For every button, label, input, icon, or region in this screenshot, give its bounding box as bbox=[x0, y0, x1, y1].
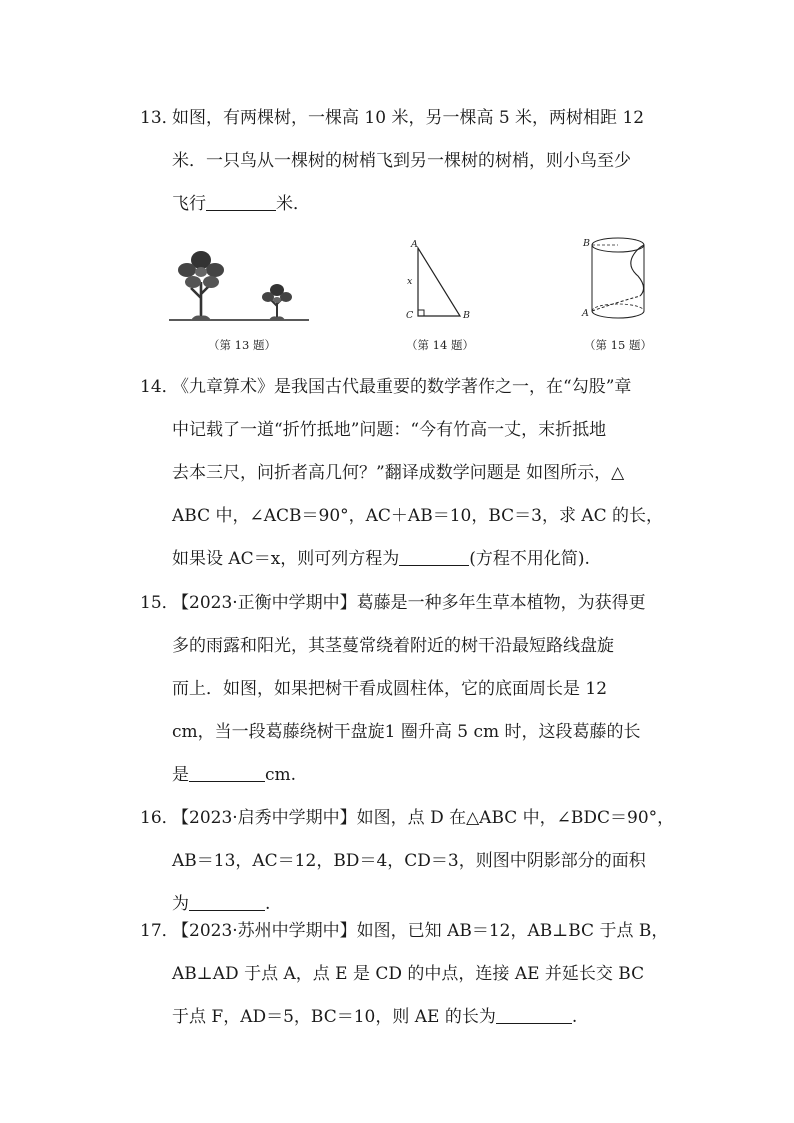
question-text-line: cm，当一段葛藤绕树干盘旋1 圈升高 5 cm 时，这段葛藤的长 bbox=[172, 722, 641, 742]
answer-blank[interactable] bbox=[399, 547, 469, 566]
question-text-line: 中记载了一道“折竹抵地”问题：“今有竹高一丈，末折抵地 bbox=[172, 420, 607, 440]
tall-tree-icon bbox=[178, 251, 224, 320]
answer-blank[interactable] bbox=[206, 192, 276, 211]
label-b: B bbox=[463, 310, 470, 321]
figure-13-trees bbox=[165, 240, 315, 330]
question-number: 14． bbox=[140, 377, 179, 397]
label-a: A bbox=[582, 308, 589, 319]
vine-path-front bbox=[631, 245, 644, 296]
question-number: 15． bbox=[140, 593, 179, 613]
question-number: 16． bbox=[140, 808, 179, 828]
answer-blank[interactable] bbox=[189, 763, 265, 782]
text-fragment: 飞行 bbox=[172, 194, 206, 214]
text-fragment: (方程不用化简). bbox=[469, 549, 590, 569]
text-fragment: 是 bbox=[172, 765, 189, 785]
answer-blank[interactable] bbox=[496, 1005, 572, 1024]
question-number: 17． bbox=[140, 921, 179, 941]
question-number: 13． bbox=[140, 108, 179, 128]
question-text-line: 如图，有两棵树，一棵高 10 米，另一棵高 5 米，两树相距 12 bbox=[172, 108, 645, 128]
label-b: B bbox=[583, 238, 590, 249]
question-text-line bbox=[172, 754, 296, 796]
question-text-line: 【2023·正衡中学期中】葛藤是一种多年生草本植物，为获得更 bbox=[172, 593, 646, 613]
label-c: C bbox=[406, 310, 414, 321]
question-text-line: 而上．如图，如果把树干看成圆柱体，它的底面周长是 12 bbox=[172, 679, 608, 699]
cylinder-bottom-front bbox=[592, 311, 644, 318]
question-text-line: 《九章算术》是我国古代最重要的数学著作之一，在“勾股”章 bbox=[172, 377, 632, 397]
label-a: A bbox=[411, 239, 418, 250]
question-text-line: 【2023·苏州中学期中】如图，已知 AB＝12，AB⊥BC 于点 B， bbox=[172, 921, 669, 941]
short-tree-icon bbox=[262, 284, 292, 320]
text-fragment: . bbox=[265, 894, 271, 914]
text-fragment: 米． bbox=[276, 194, 310, 214]
question-text-line: 多的雨露和阳光，其茎蔓常绕着附近的树干沿最短路线盘旋 bbox=[172, 636, 614, 656]
question-text-line: 【2023·启秀中学期中】如图，点 D 在△ABC 中，∠BDC＝90°， bbox=[172, 808, 675, 828]
text-fragment: 如果设 AC＝x，则可列方程为 bbox=[172, 549, 400, 569]
text-fragment: 为 bbox=[172, 894, 189, 914]
question-text-line bbox=[172, 996, 577, 1038]
figure-13-caption: （第 13 题） bbox=[208, 338, 276, 352]
text-fragment: cm. bbox=[265, 765, 297, 785]
question-text-line bbox=[172, 183, 310, 225]
text-fragment: . bbox=[571, 1007, 578, 1027]
question-text-line: 去本三尺，问折者高几何？”翻译成数学问题是 如图所示，△ bbox=[172, 463, 625, 483]
question-text-line: 米．一只鸟从一棵树的树梢飞到另一棵树的树梢，则小鸟至少 bbox=[172, 151, 631, 171]
cylinder-bottom-back bbox=[592, 304, 644, 311]
question-text-line: ABC 中，∠ACB＝90°，AC＋AB＝10，BC＝3，求 AC 的长， bbox=[172, 506, 664, 526]
figure-14-triangle bbox=[398, 236, 488, 326]
text-fragment: 于点 F，AD＝5，BC＝10，则 AE 的长为 bbox=[172, 1007, 496, 1027]
question-text-line: AB＝13，AC＝12，BD＝4，CD＝3，则图中阴影部分的面积 bbox=[172, 851, 646, 871]
figure-15-caption: （第 15 题） bbox=[584, 338, 652, 352]
label-x: x bbox=[407, 276, 413, 287]
question-text-line: AB⊥AD 于点 A，点 E 是 CD 的中点，连接 AE 并延长交 BC bbox=[172, 964, 645, 984]
figure-14-caption: （第 14 题） bbox=[406, 338, 474, 352]
triangle-abc bbox=[418, 248, 460, 316]
figure-15-cylinder bbox=[578, 232, 658, 328]
question-text-line bbox=[172, 538, 590, 580]
right-angle-mark bbox=[418, 310, 424, 316]
vine-path-back bbox=[592, 296, 640, 311]
answer-blank[interactable] bbox=[189, 892, 265, 911]
